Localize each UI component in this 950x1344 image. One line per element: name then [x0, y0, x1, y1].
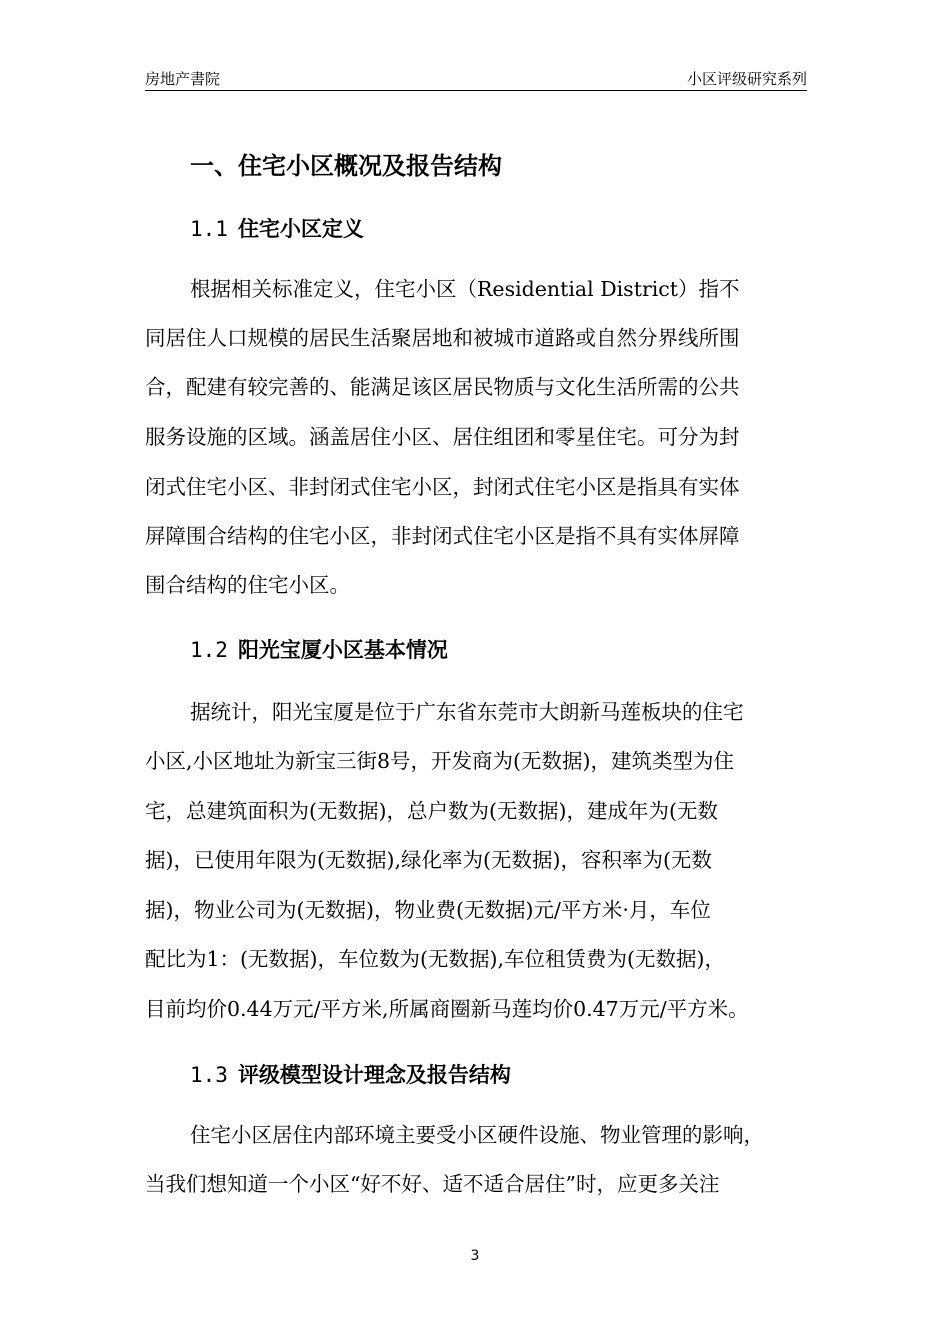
section-number: 1.1 [190, 217, 228, 241]
section-heading [190, 634, 448, 664]
paragraph-line: 配比为1：(无数据)，车位数为(无数据),车位租赁费为(无数据)， [145, 947, 726, 971]
section-heading [190, 213, 364, 243]
section-number: 1.2 [190, 638, 228, 662]
header-divider [145, 90, 807, 91]
paragraph-line: 围合结构的住宅小区。 [145, 573, 350, 597]
section-number: 1.3 [190, 1063, 228, 1087]
paragraph-line: 同居住人口规模的居民生活聚居地和被城市道路或自然分界线所围 [145, 326, 740, 350]
paragraph-line: 目前均价0.44万元/平方米,所属商圈新马莲均价0.47万元/平方米。 [145, 997, 749, 1021]
paragraph-line: 服务设施的区域。涵盖居住小区、居住组团和零星住宅。可分为封 [145, 425, 740, 449]
header-series-title: 小区评级研究系列 [686, 70, 807, 88]
paragraph-line: 据统计，阳光宝厦是位于广东省东莞市大朗新马莲板块的住宅 [190, 700, 744, 724]
paragraph-line: 据)，物业公司为(无数据)，物业费(无数据)元/平方米·月，车位 [145, 898, 711, 922]
chapter-title: 一、住宅小区概况及报告结构 [190, 152, 502, 180]
page-header [145, 68, 807, 90]
header-publisher: 房地产書院 [145, 70, 221, 88]
section-title: 住宅小区定义 [237, 217, 364, 241]
section-title: 评级模型设计理念及报告结构 [237, 1063, 511, 1087]
paragraph-line: 住宅小区居住内部环境主要受小区硬件设施、物业管理的影响， [190, 1123, 764, 1147]
paragraph-line: 合，配建有较完善的、能满足该区居民物质与文化生活所需的公共 [145, 375, 740, 399]
paragraph-line: 屏障围合结构的住宅小区，非封闭式住宅小区是指不具有实体屏障 [145, 524, 740, 548]
paragraph-line: 据)，已使用年限为(无数据),绿化率为(无数据)，容积率为(无数 [145, 848, 713, 872]
paragraph-line: 根据相关标准定义，住宅小区（Residential District）指不 [190, 277, 740, 301]
section-heading [190, 1059, 511, 1089]
paragraph-line: 当我们想知道一个小区“好不好、适不适合居住”时，应更多关注 [145, 1172, 720, 1196]
paragraph-line: 闭式住宅小区、非封闭式住宅小区，封闭式住宅小区是指具有实体 [145, 475, 740, 499]
paragraph-line: 小区,小区地址为新宝三街8号，开发商为(无数据)，建筑类型为住 [145, 749, 735, 773]
section-title: 阳光宝厦小区基本情况 [237, 638, 448, 662]
paragraph-line: 宅，总建筑面积为(无数据)，总户数为(无数据)，建成年为(无数 [145, 799, 718, 823]
page-number: 3 [470, 1248, 480, 1264]
